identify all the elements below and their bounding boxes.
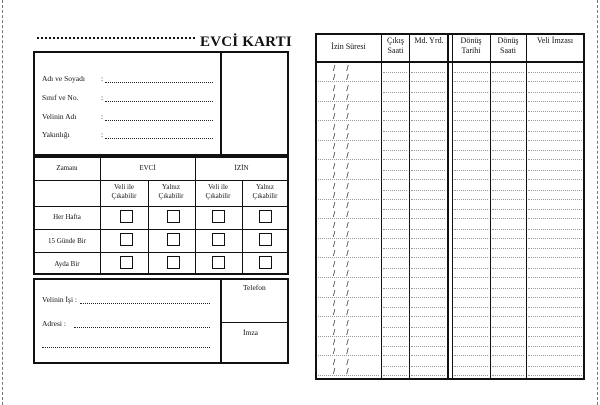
log-entry-line[interactable]	[454, 327, 488, 328]
log-entry-line[interactable]	[492, 179, 524, 180]
date-slashes[interactable]: / /	[333, 103, 349, 113]
log-entry-line[interactable]	[383, 327, 407, 328]
log-entry-line[interactable]	[318, 336, 379, 337]
log-entry-line[interactable]	[454, 72, 488, 73]
date-slashes[interactable]: / /	[333, 308, 349, 318]
log-entry-line[interactable]	[492, 131, 524, 132]
log-entry-line[interactable]	[454, 248, 488, 249]
log-entry-line[interactable]	[454, 170, 488, 171]
cut-line-right	[597, 0, 598, 405]
log-entry-line[interactable]	[383, 218, 407, 219]
log-entry-line[interactable]	[492, 307, 524, 308]
log-entry-line[interactable]	[492, 355, 524, 356]
log-entry-line[interactable]	[411, 327, 445, 328]
log-entry-line[interactable]	[492, 336, 524, 337]
log-entry-line[interactable]	[454, 159, 488, 160]
checkbox-biweekly-evci-veli[interactable]	[120, 233, 133, 246]
log-col-divider	[381, 34, 382, 379]
log-entry-line[interactable]	[383, 199, 407, 200]
log-entry-line[interactable]	[492, 218, 524, 219]
log-entry-line[interactable]	[528, 238, 582, 239]
log-entry-line[interactable]	[383, 101, 407, 102]
log-entry-line[interactable]	[318, 159, 379, 160]
log-entry-line[interactable]	[454, 257, 488, 258]
log-entry-line[interactable]	[454, 131, 488, 132]
log-entry-line[interactable]	[492, 346, 524, 347]
date-slashes[interactable]: / /	[333, 171, 349, 180]
date-slashes[interactable]: / /	[333, 122, 349, 132]
log-entry-line[interactable]	[383, 209, 407, 210]
time-header: Zamanı	[56, 164, 78, 172]
log-col-divider	[452, 34, 453, 379]
log-entry-line[interactable]	[454, 209, 488, 210]
log-entry-line[interactable]	[411, 297, 445, 298]
log-entry-line[interactable]	[454, 346, 488, 347]
log-entry-line[interactable]	[383, 307, 407, 308]
log-entry-line[interactable]	[411, 209, 445, 210]
checkbox-monthly-izin-yalniz[interactable]	[259, 256, 272, 269]
log-entry-line[interactable]	[454, 288, 488, 289]
log-entry-line[interactable]	[318, 375, 379, 376]
row-divider	[34, 206, 288, 207]
row-divider	[34, 180, 288, 181]
relation-colon: :	[101, 130, 104, 139]
log-entry-line[interactable]	[528, 131, 582, 132]
date-slashes[interactable]: / /	[333, 83, 349, 93]
log-entry-line[interactable]	[411, 140, 445, 141]
col-divider	[195, 157, 196, 274]
log-entry-line[interactable]	[528, 257, 582, 258]
date-slashes[interactable]: / /	[333, 190, 349, 200]
log-entry-line[interactable]	[411, 111, 445, 112]
log-entry-line[interactable]	[383, 72, 407, 73]
row-divider	[34, 229, 288, 230]
job-label: Velinin İşi :	[42, 295, 77, 304]
log-entry-line[interactable]	[528, 72, 582, 73]
log-entry-line[interactable]	[383, 355, 407, 356]
title-dot-leader	[37, 37, 195, 39]
checkbox-biweekly-izin-veli[interactable]	[212, 233, 225, 246]
checkbox-weekly-evci-veli[interactable]	[120, 210, 133, 223]
log-entry-line[interactable]	[454, 355, 488, 356]
log-entry-line[interactable]	[411, 229, 445, 230]
date-slashes[interactable]: / /	[333, 151, 349, 161]
log-entry-line[interactable]	[411, 277, 445, 278]
checkbox-biweekly-evci-yalniz[interactable]	[167, 233, 180, 246]
cut-line-left	[2, 0, 3, 405]
log-entry-line[interactable]	[528, 316, 582, 317]
log-entry-line[interactable]	[411, 316, 445, 317]
col-divider	[100, 157, 101, 274]
log-col-divider	[490, 34, 491, 379]
log-entry-line[interactable]	[492, 248, 524, 249]
date-slashes[interactable]: / /	[333, 269, 349, 278]
date-slashes[interactable]: / /	[333, 162, 349, 171]
log-entry-line[interactable]	[411, 346, 445, 347]
log-entry-line[interactable]	[411, 248, 445, 249]
date-slashes[interactable]: / /	[333, 367, 349, 376]
signature-label: İmza	[243, 328, 258, 337]
log-entry-line[interactable]	[318, 277, 379, 278]
log-entry-line[interactable]	[528, 179, 582, 180]
log-entry-line[interactable]	[383, 131, 407, 132]
date-slashes[interactable]: / /	[333, 210, 349, 220]
log-entry-line[interactable]	[492, 257, 524, 258]
log-entry-line[interactable]	[411, 120, 445, 121]
class-field[interactable]	[105, 101, 213, 102]
address-field-line-1[interactable]	[74, 327, 210, 328]
log-entry-line[interactable]	[411, 257, 445, 258]
log-entry-line[interactable]	[318, 316, 379, 317]
log-entry-line[interactable]	[492, 238, 524, 239]
card-title: EVCİ KARTI	[200, 34, 292, 50]
log-header-vice-principal: Md. Yrd.	[414, 36, 444, 45]
leave-log-table	[315, 33, 585, 380]
log-entry-line[interactable]	[528, 307, 582, 308]
log-entry-line[interactable]	[492, 81, 524, 82]
log-entry-line[interactable]	[528, 268, 582, 269]
log-entry-line[interactable]	[492, 101, 524, 102]
log-entry-line[interactable]	[411, 366, 445, 367]
log-col-divider	[409, 34, 410, 379]
log-entry-line[interactable]	[383, 140, 407, 141]
log-entry-line[interactable]	[492, 111, 524, 112]
log-entry-line[interactable]	[528, 150, 582, 151]
date-slashes[interactable]: / /	[333, 142, 349, 152]
log-entry-line[interactable]	[411, 81, 445, 82]
sub-header-evci-veli: Veli ile Çıkabilir	[111, 183, 137, 201]
log-entry-line[interactable]	[383, 297, 407, 298]
log-entry-line[interactable]	[528, 209, 582, 210]
row-label-weekly: Her Hafta	[53, 213, 81, 221]
log-entry-line[interactable]	[411, 218, 445, 219]
checkbox-weekly-izin-veli[interactable]	[212, 210, 225, 223]
log-header-return-date: Dönüş Tarihi	[460, 36, 482, 55]
log-entry-line[interactable]	[528, 346, 582, 347]
log-entry-line[interactable]	[528, 159, 582, 160]
izin-header: İZİN	[234, 164, 249, 172]
log-entry-line[interactable]	[492, 72, 524, 73]
log-entry-line[interactable]	[492, 288, 524, 289]
log-entry-line[interactable]	[454, 92, 488, 93]
log-entry-line[interactable]	[383, 120, 407, 121]
log-entry-line[interactable]	[528, 229, 582, 230]
log-entry-line[interactable]	[411, 190, 445, 191]
date-slashes[interactable]: / /	[333, 112, 349, 122]
log-entry-line[interactable]	[528, 366, 582, 367]
log-col-divider	[526, 34, 527, 379]
log-entry-line[interactable]	[411, 199, 445, 200]
log-entry-line[interactable]	[492, 150, 524, 151]
log-entry-line[interactable]	[528, 140, 582, 141]
log-entry-line[interactable]	[528, 288, 582, 289]
log-entry-line[interactable]	[454, 307, 488, 308]
log-entry-line[interactable]	[492, 92, 524, 93]
job-field[interactable]	[80, 303, 210, 304]
date-slashes[interactable]: / /	[333, 131, 349, 141]
log-entry-line[interactable]	[492, 268, 524, 269]
date-slashes[interactable]: / /	[333, 279, 349, 289]
log-entry-line[interactable]	[383, 238, 407, 239]
log-entry-line[interactable]	[454, 81, 488, 82]
address-label: Adresi :	[42, 319, 66, 328]
log-entry-line[interactable]	[454, 366, 488, 367]
log-entry-line[interactable]	[492, 277, 524, 278]
log-entry-line[interactable]	[454, 277, 488, 278]
log-entry-line[interactable]	[454, 297, 488, 298]
row-divider	[34, 252, 288, 253]
log-entry-line[interactable]	[383, 170, 407, 171]
log-entry-line[interactable]	[318, 238, 379, 239]
date-slashes[interactable]: / /	[333, 240, 349, 250]
checkbox-weekly-evci-yalniz[interactable]	[167, 210, 180, 223]
date-slashes[interactable]: / /	[333, 338, 349, 348]
log-entry-line[interactable]	[528, 375, 582, 376]
log-header-divider	[316, 61, 584, 63]
log-entry-line[interactable]	[492, 209, 524, 210]
log-entry-line[interactable]	[528, 355, 582, 356]
log-entry-line[interactable]	[383, 81, 407, 82]
log-entry-line[interactable]	[454, 120, 488, 121]
date-slashes[interactable]: / /	[333, 64, 349, 73]
name-colon: :	[101, 74, 104, 83]
log-entry-line[interactable]	[383, 257, 407, 258]
checkbox-monthly-izin-veli[interactable]	[212, 256, 225, 269]
log-entry-line[interactable]	[411, 336, 445, 337]
log-entry-line[interactable]	[528, 199, 582, 200]
log-entry-line[interactable]	[318, 218, 379, 219]
phone-label: Telefon	[243, 283, 266, 292]
class-colon: :	[101, 93, 104, 102]
date-slashes[interactable]: / /	[333, 229, 349, 239]
log-header-return-time: Dönüş Saati	[497, 36, 519, 55]
date-slashes[interactable]: / /	[333, 181, 349, 191]
log-entry-line[interactable]	[383, 150, 407, 151]
log-entry-line[interactable]	[318, 120, 379, 121]
log-entry-line[interactable]	[492, 297, 524, 298]
log-entry-line[interactable]	[318, 355, 379, 356]
date-slashes[interactable]: / /	[333, 92, 349, 102]
log-entry-line[interactable]	[492, 190, 524, 191]
col-divider	[242, 180, 243, 274]
log-entry-line[interactable]	[411, 170, 445, 171]
contact-divider	[220, 278, 222, 364]
log-col-divider	[447, 34, 449, 379]
log-entry-line[interactable]	[383, 288, 407, 289]
parent-colon: :	[101, 112, 104, 121]
log-entry-line[interactable]	[492, 159, 524, 160]
log-entry-line[interactable]	[318, 81, 379, 82]
log-entry-line[interactable]	[492, 327, 524, 328]
log-entry-line[interactable]	[411, 355, 445, 356]
relation-label: Yakınlığı	[42, 130, 70, 139]
log-entry-line[interactable]	[528, 297, 582, 298]
log-entry-line[interactable]	[528, 248, 582, 249]
log-entry-line[interactable]	[318, 179, 379, 180]
address-field-line-2[interactable]	[42, 347, 210, 348]
log-entry-line[interactable]	[383, 336, 407, 337]
log-entry-line[interactable]	[454, 316, 488, 317]
log-entry-line[interactable]	[383, 159, 407, 160]
log-entry-line[interactable]	[411, 179, 445, 180]
log-entry-line[interactable]	[383, 346, 407, 347]
log-entry-line[interactable]	[383, 190, 407, 191]
log-entry-line[interactable]	[411, 101, 445, 102]
log-entry-line[interactable]	[528, 327, 582, 328]
log-entry-line[interactable]	[454, 238, 488, 239]
checkbox-weekly-izin-yalniz[interactable]	[259, 210, 272, 223]
sub-header-izin-yalniz: Yalnız Çıkabilir	[252, 183, 278, 201]
date-slashes[interactable]: / /	[333, 318, 349, 328]
name-field[interactable]	[105, 82, 213, 83]
log-entry-line[interactable]	[411, 131, 445, 132]
evci-header: EVCİ	[139, 164, 156, 172]
checkbox-monthly-evci-veli[interactable]	[120, 256, 133, 269]
log-entry-line[interactable]	[492, 199, 524, 200]
log-entry-line[interactable]	[492, 140, 524, 141]
date-slashes[interactable]: / /	[333, 299, 349, 309]
log-entry-line[interactable]	[454, 101, 488, 102]
log-entry-line[interactable]	[528, 92, 582, 93]
log-entry-line[interactable]	[492, 316, 524, 317]
row-label-monthly: Ayda Bir	[54, 260, 80, 268]
date-slashes[interactable]: / /	[333, 260, 349, 269]
log-entry-line[interactable]	[383, 375, 407, 376]
parent-label: Velinin Adı	[42, 112, 77, 121]
log-entry-line[interactable]	[454, 218, 488, 219]
log-entry-line[interactable]	[383, 316, 407, 317]
log-header-exit-time: Çıkış Saati	[387, 36, 404, 55]
log-entry-line[interactable]	[492, 366, 524, 367]
log-entry-line[interactable]	[383, 179, 407, 180]
log-entry-line[interactable]	[383, 366, 407, 367]
log-entry-line[interactable]	[528, 218, 582, 219]
log-entry-line[interactable]	[454, 268, 488, 269]
class-label: Sınıf ve No.	[42, 93, 79, 102]
log-entry-line[interactable]	[383, 111, 407, 112]
checkbox-biweekly-izin-yalniz[interactable]	[259, 233, 272, 246]
log-entry-line[interactable]	[411, 92, 445, 93]
phone-sign-divider	[221, 322, 288, 323]
log-entry-line[interactable]	[454, 111, 488, 112]
log-entry-line[interactable]	[528, 120, 582, 121]
log-entry-line[interactable]	[454, 199, 488, 200]
log-entry-line[interactable]	[318, 140, 379, 141]
log-entry-line[interactable]	[318, 297, 379, 298]
log-entry-line[interactable]	[411, 268, 445, 269]
log-entry-line[interactable]	[383, 277, 407, 278]
date-slashes[interactable]: / /	[333, 201, 349, 211]
log-entry-line[interactable]	[411, 238, 445, 239]
date-slashes[interactable]: / /	[333, 73, 349, 82]
log-entry-line[interactable]	[411, 150, 445, 151]
log-entry-line[interactable]	[454, 179, 488, 180]
date-slashes[interactable]: / /	[333, 327, 349, 337]
date-slashes[interactable]: / /	[333, 249, 349, 259]
log-entry-line[interactable]	[411, 72, 445, 73]
log-header-parent-signature: Veli İmzası	[536, 36, 574, 45]
log-entry-line[interactable]	[492, 170, 524, 171]
log-entry-line[interactable]	[528, 101, 582, 102]
date-slashes[interactable]: / /	[333, 288, 349, 298]
log-entry-line[interactable]	[492, 375, 524, 376]
date-slashes[interactable]: / /	[333, 220, 349, 230]
log-entry-line[interactable]	[411, 375, 445, 376]
log-entry-line[interactable]	[528, 277, 582, 278]
row-label-biweekly: 15 Günde Bir	[47, 237, 87, 245]
log-header-duration: İzin Süresi	[331, 42, 366, 51]
date-slashes[interactable]: / /	[333, 358, 349, 367]
log-entry-line[interactable]	[383, 229, 407, 230]
log-entry-line[interactable]	[318, 257, 379, 258]
log-entry-line[interactable]	[318, 199, 379, 200]
log-entry-line[interactable]	[528, 111, 582, 112]
log-entry-line[interactable]	[492, 120, 524, 121]
col-divider	[148, 180, 149, 274]
log-entry-line[interactable]	[318, 101, 379, 102]
log-entry-line[interactable]	[454, 140, 488, 141]
log-entry-line[interactable]	[454, 375, 488, 376]
log-entry-line[interactable]	[383, 268, 407, 269]
log-entry-line[interactable]	[528, 190, 582, 191]
photo-area	[222, 53, 287, 154]
sub-header-evci-yalniz: Yalnız Çıkabilir	[158, 183, 184, 201]
name-label: Adı ve Soyadı	[42, 74, 85, 83]
log-entry-line[interactable]	[454, 336, 488, 337]
log-entry-line[interactable]	[492, 229, 524, 230]
checkbox-monthly-evci-yalniz[interactable]	[167, 256, 180, 269]
log-entry-line[interactable]	[528, 336, 582, 337]
log-entry-line[interactable]	[528, 170, 582, 171]
log-entry-line[interactable]	[454, 150, 488, 151]
log-entry-line[interactable]	[454, 190, 488, 191]
log-entry-line[interactable]	[454, 229, 488, 230]
sub-header-izin-veli: Veli ile Çıkabilir	[205, 183, 231, 201]
parent-field[interactable]	[105, 120, 213, 121]
log-entry-line[interactable]	[411, 307, 445, 308]
relation-field[interactable]	[105, 138, 213, 139]
log-entry-line[interactable]	[383, 92, 407, 93]
log-entry-line[interactable]	[383, 248, 407, 249]
log-entry-line[interactable]	[528, 81, 582, 82]
log-entry-line[interactable]	[411, 288, 445, 289]
date-slashes[interactable]: / /	[333, 347, 349, 357]
log-entry-line[interactable]	[411, 159, 445, 160]
